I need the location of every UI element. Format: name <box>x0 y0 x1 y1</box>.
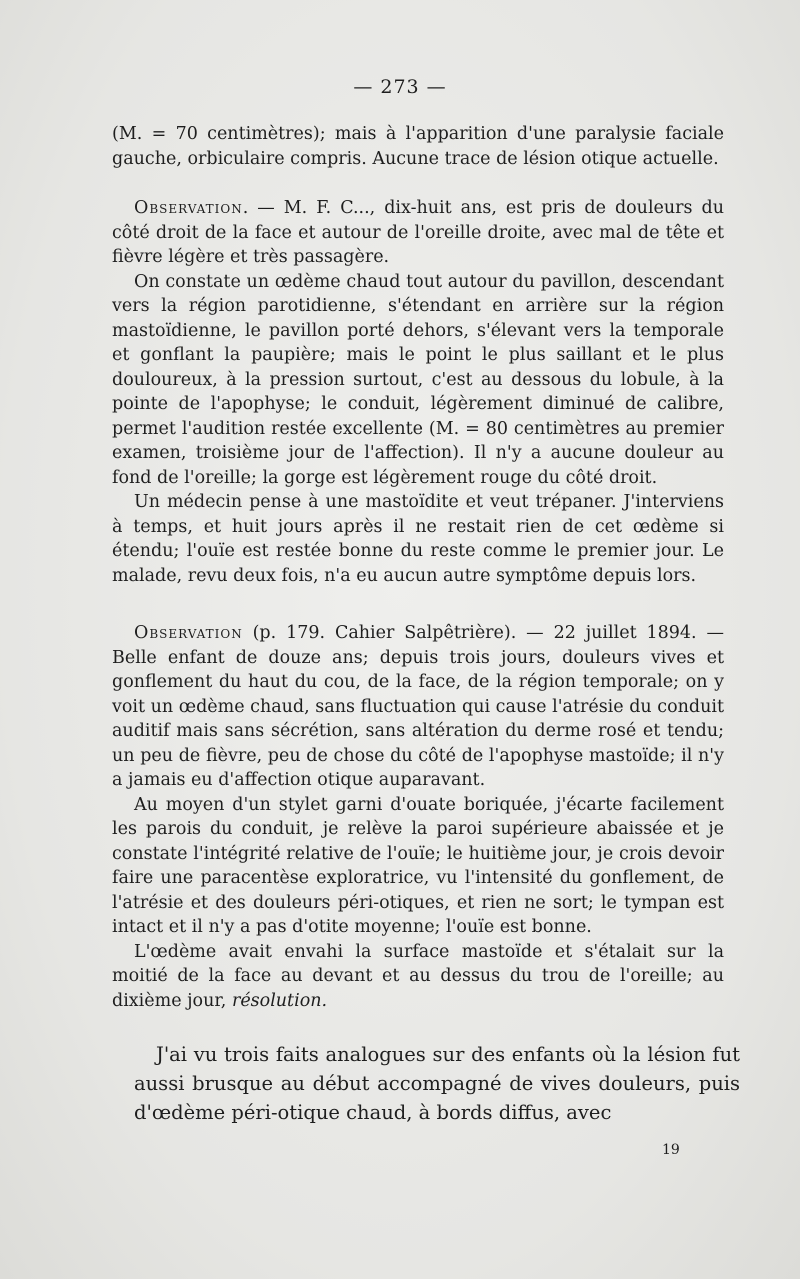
intro-paragraph: (M. = 70 centimètres); mais à l'apparition d'une paralysie faciale gauche, orbiculaire compris. Aucune trace de lésion otique actuelle. <box>112 124 724 169</box>
observation-1 <box>112 196 724 588</box>
observation-2-resolution: résolution. <box>231 990 328 1011</box>
observation-1-paragraph-3: Un médecin pense à une mastoïdite et veut trépaner. J'interviens à temps, et huit jours après il ne restait rien de cet œdème si étendu; l'ouïe est restée bonne du reste comme le premier jour. Le malade, revu deux fois, n'a eu aucun autre symptôme depuis lors. <box>112 492 724 586</box>
observation-2-paragraph-3 <box>112 940 724 1014</box>
observation-1-heading-paragraph <box>112 196 724 270</box>
observation-2-heading-text: (p. 179. Cahier Salpêtrière). — 22 juillet 1894. — Belle enfant de douze ans; depuis trois jours, douleurs vives et gonflement du haut du cou, de la face, de la région temporale; on y voit un œdème chaud, sans fluctuation qui cause l'atrésie du conduit auditif mais sans sécrétion, sans altération du derme rosé et tendu; un peu de fièvre, peu de chose du côté de l'apophyse mastoïde; il n'y a jamais eu d'affection otique auparavant. <box>112 623 724 790</box>
observation-1-label: Observation <box>134 198 243 218</box>
observation-2 <box>112 621 724 1013</box>
intro-block <box>112 122 724 171</box>
observation-2-label: Observation <box>134 623 243 643</box>
page-number: — 273 — <box>353 76 447 98</box>
observation-2-paragraph-3-text: L'œdème avait envahi la surface mastoïde et s'étalait sur la moitié de la face au devant et au dessus du trou de l'oreille; au dixième jour, <box>112 941 724 1011</box>
closing-block <box>134 1040 740 1127</box>
observation-2-paragraph-2: Au moyen d'un stylet garni d'ouate boriquée, j'écarte facilement les parois du conduit, je relève la paroi supérieure abaissée et je constate l'intégrité relative de l'ouïe; le huitième jour, je crois devoir faire une paracentèse exploratrice, vu l'intensité du gonflement, de l'atrésie et des douleurs péri-otiques, et rien ne sort; le tympan est intact et il n'y a pas d'otite moyenne; l'ouïe est bonne. <box>112 794 724 937</box>
observation-1-paragraph-2: On constate un œdème chaud tout autour du pavillon, descendant vers la région parotidienne, s'étendant en arrière sur la région mastoïdienne, le pavillon porté dehors, s'élevant vers la temporale et gonflant la paupière; mais le point le plus saillant et le plus douloureux, à la pression surtout, c'est au dessous du lobule, à la pointe de l'apophyse; le conduit, légèrement diminué de calibre, permet l'audition restée excellente (M. = 80 centimètres au premier examen, troisième jour de l'affection). Il n'y a aucune douleur au fond de l'oreille; la gorge est légèrement rouge du côté droit. <box>112 271 724 488</box>
observation-2-heading-paragraph <box>112 621 724 793</box>
observation-1-heading-text: . — M. F. C..., dix-huit ans, est pris de douleurs du côté droit de la face et autour de l'oreille droite, avec mal de tête et fièvre légère et très passagère. <box>112 198 724 267</box>
closing-paragraph: J'ai vu trois faits analogues sur des enfants où la lésion fut aussi brusque au début accompagné de vives douleurs, puis d'œdème péri-otique chaud, à bords diffus, avec <box>134 1043 740 1124</box>
signature-mark: 19 <box>662 1142 680 1158</box>
